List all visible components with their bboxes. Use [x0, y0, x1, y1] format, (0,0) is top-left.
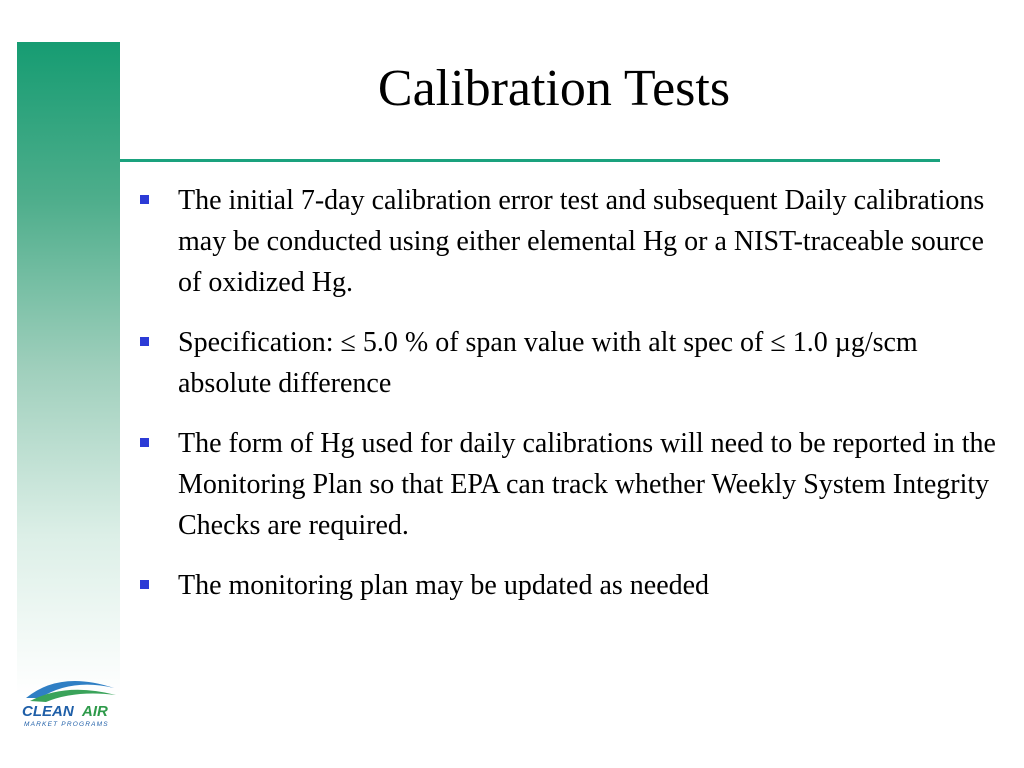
bullet-text: The initial 7-day calibration error test and subsequent Daily calibrations may be conducted using either elemental Hg or a NIST-traceable source of oxidized Hg. — [178, 185, 985, 298]
logo-text-subtitle: MARKET PROGRAMS — [24, 721, 109, 728]
bullet-text: The monitoring plan may be updated as needed — [178, 570, 710, 601]
side-gradient-bar — [17, 42, 120, 768]
square-bullet-icon — [140, 580, 149, 589]
bullet-list — [140, 180, 1000, 625]
title-divider — [120, 159, 940, 162]
square-bullet-icon — [140, 438, 149, 447]
square-bullet-icon — [140, 195, 149, 204]
logo-text-clean: CLEAN — [22, 703, 74, 720]
logo-wave-blue-icon — [26, 681, 114, 698]
slide-title: Calibration Tests — [377, 60, 731, 117]
square-bullet-icon — [140, 337, 149, 346]
clean-air-logo — [20, 668, 120, 730]
bullet-item — [140, 322, 1000, 404]
logo-text-air: AIR — [82, 703, 108, 720]
bullet-item — [140, 565, 1000, 606]
bullet-text: The form of Hg used for daily calibrations will need to be reported in the Monitoring Plan so that EPA can track whether Weekly System Integrity Checks are required. — [178, 428, 996, 541]
bullet-item — [140, 180, 1000, 303]
bullet-item — [140, 423, 1000, 546]
bullet-text: Specification: ≤ 5.0 % of span value with alt spec of ≤ 1.0 µg/scm absolute difference — [178, 327, 918, 399]
